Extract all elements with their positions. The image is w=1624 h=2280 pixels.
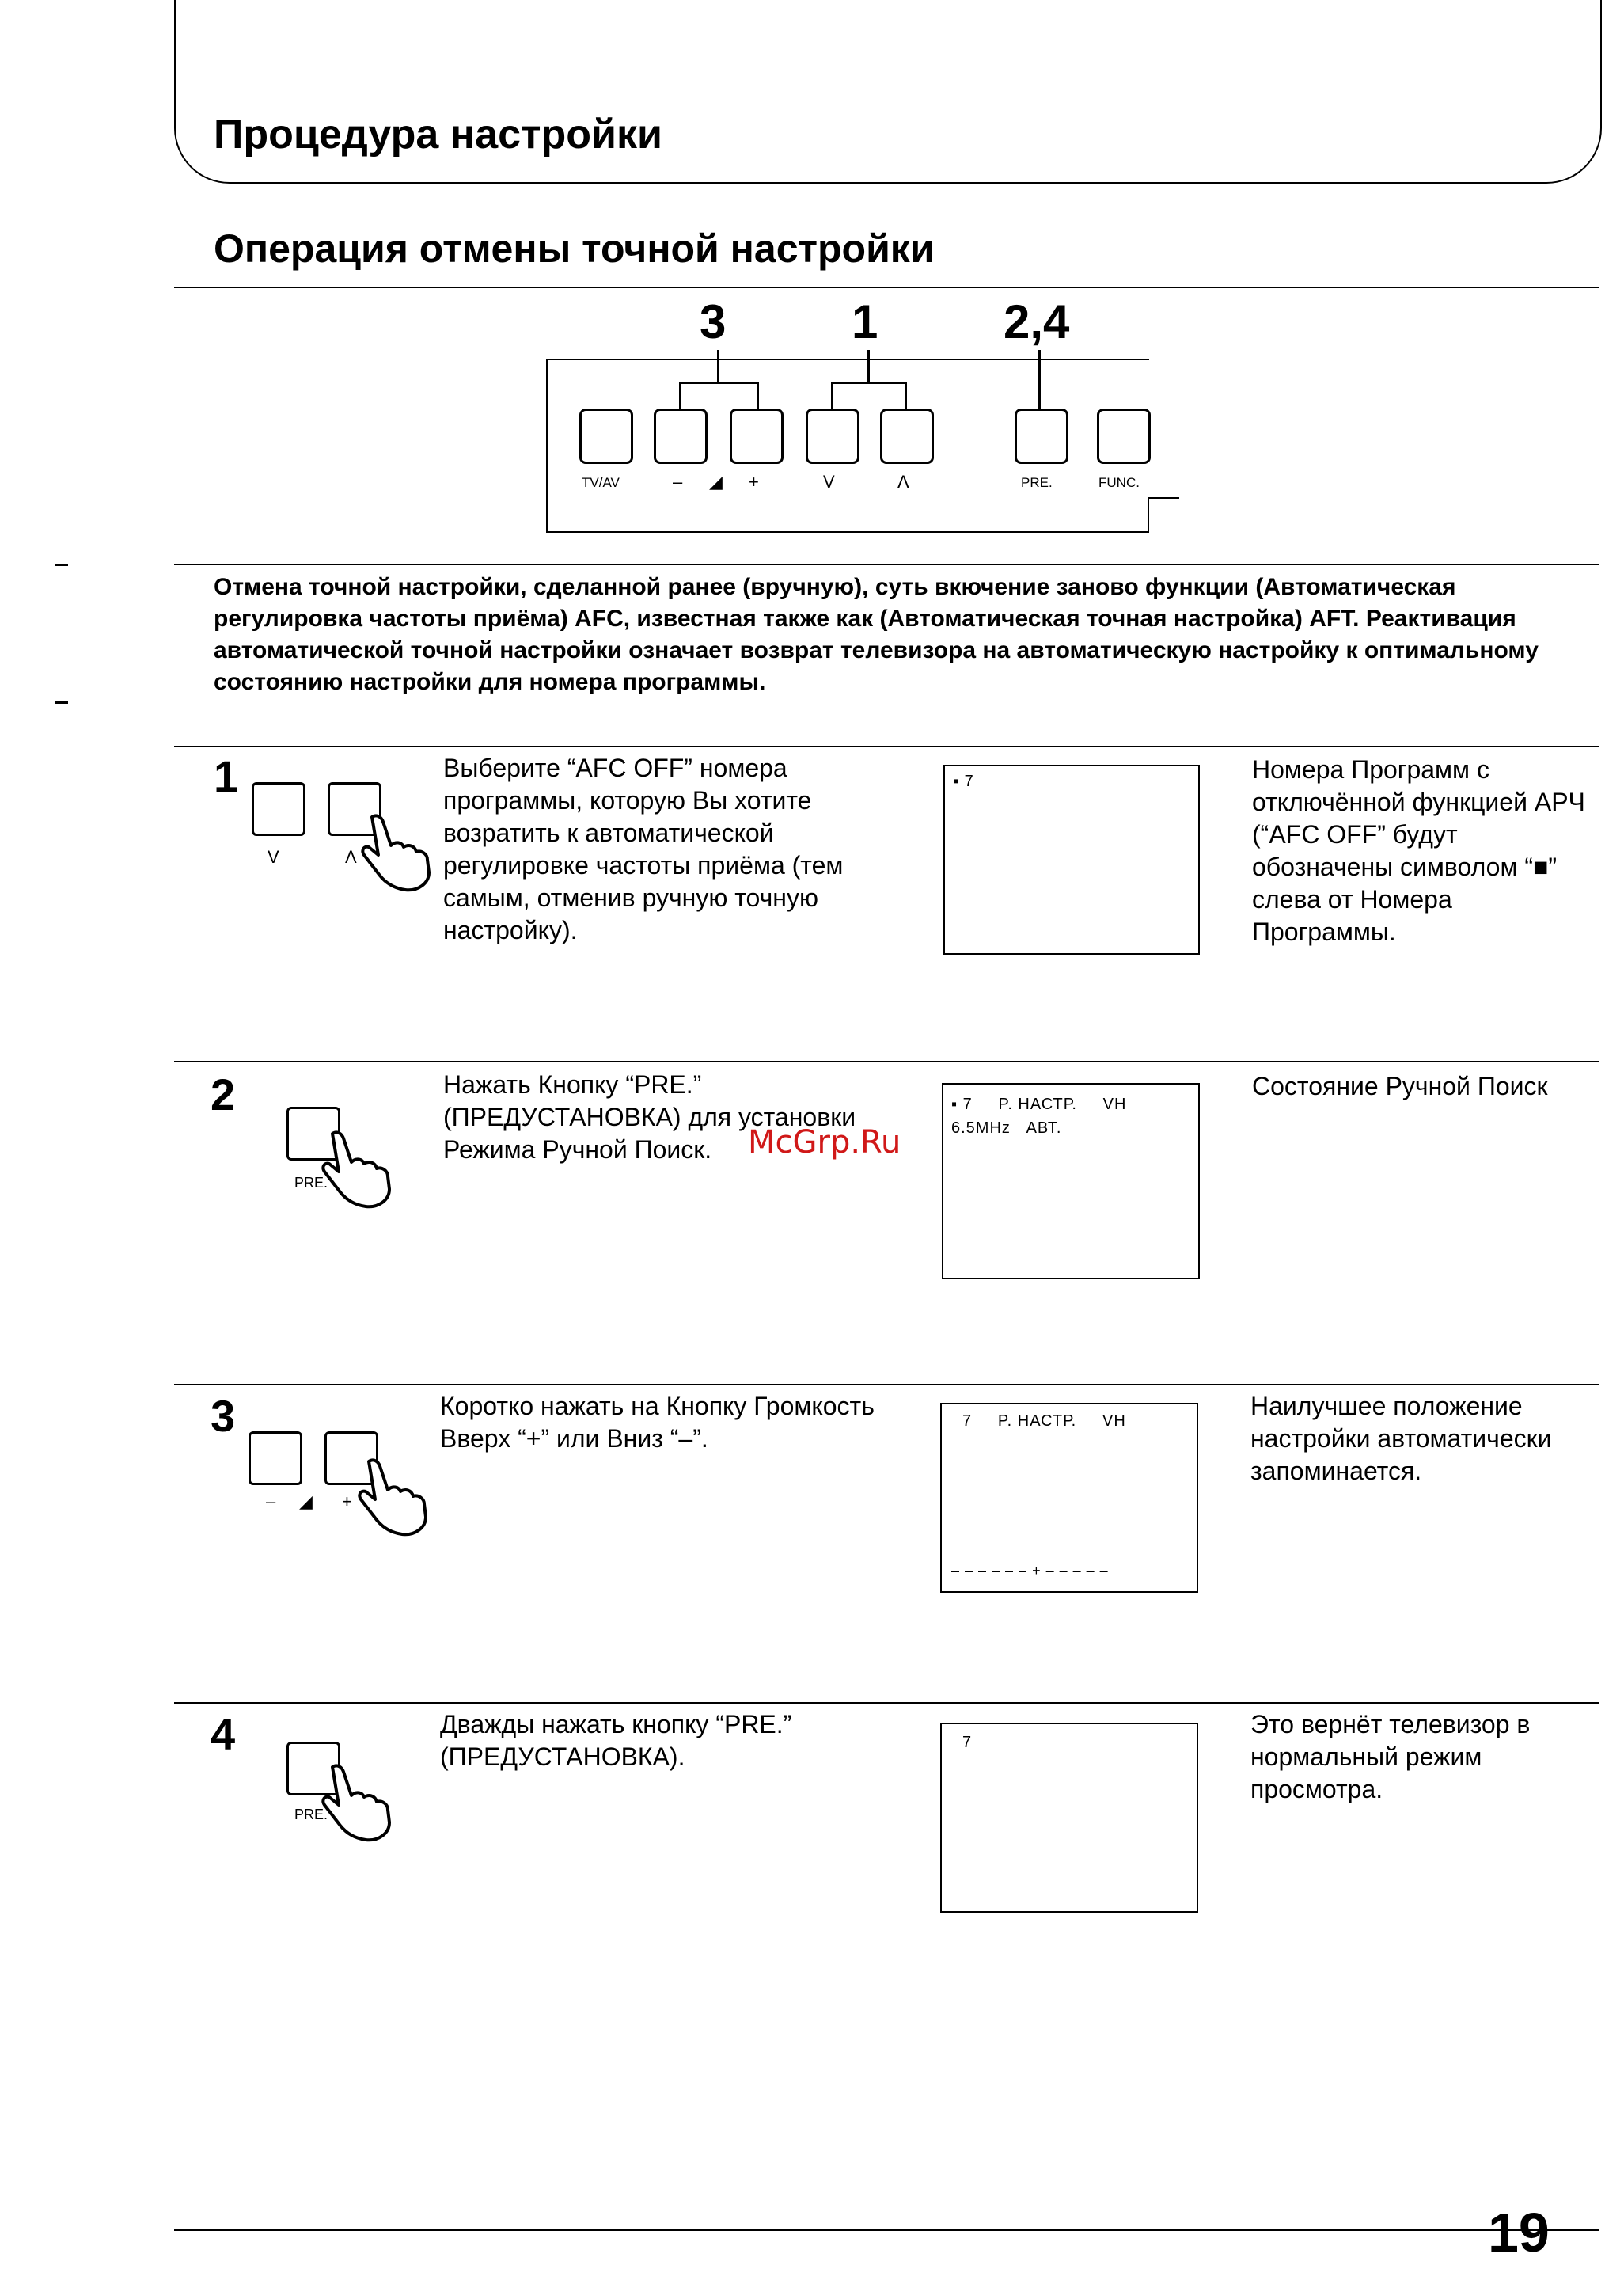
pressing-hand-icon	[317, 1124, 404, 1211]
divider	[174, 746, 1599, 747]
volume-down-label: –	[673, 472, 683, 492]
tv-screen	[940, 1403, 1198, 1593]
page-number: 19	[1488, 2202, 1550, 2263]
intro-paragraph: Отмена точной настройки, сделанной ранее (вручную), суть вкючение заново функции (Автоматическая регулировка частоты приёма) AFC, известная также как (Автоматическая точная настройка) AFT. Реактивация автоматической точной настройки означает возврат телевизора на автоматическую настройку к оптимальному состоянию настройки для номера программы.	[214, 574, 1539, 695]
osd-line: ▪ 7	[953, 773, 974, 790]
divider	[174, 1384, 1599, 1385]
step-note: Наилучшее положение настройки автоматически запоминается.	[1250, 1392, 1552, 1485]
program-down-label: V	[823, 472, 835, 492]
panel-notch	[1148, 497, 1179, 499]
tv-screen	[940, 1723, 1198, 1913]
button-label: +	[342, 1492, 352, 1511]
margin-mark	[55, 701, 68, 704]
leader-line	[679, 382, 758, 384]
pressing-hand-icon	[353, 1452, 440, 1539]
pressing-hand-icon	[317, 1758, 404, 1845]
leader-line	[1038, 350, 1041, 410]
program-up-label: Λ	[897, 472, 909, 492]
watermark: McGrp.Ru	[748, 1124, 901, 1161]
button-label: PRE.	[294, 1807, 328, 1822]
tv-av-button[interactable]	[579, 408, 633, 464]
pre-label: PRE.	[1021, 475, 1053, 490]
leader-line	[757, 382, 759, 410]
osd-line: 6.5MHz АВТ.	[951, 1119, 1062, 1137]
leader-line	[717, 350, 719, 382]
section-title: Процедура настройки	[214, 112, 662, 158]
volume-down-button[interactable]	[249, 1431, 302, 1485]
tuning-bar: – – – – – – + – – – – –	[951, 1563, 1109, 1579]
volume-up-label: +	[749, 472, 759, 492]
tv-av-label: TV/AV	[582, 475, 620, 490]
pressing-hand-icon	[356, 808, 443, 895]
leader-line	[905, 382, 907, 410]
step-number: 3	[211, 1391, 236, 1441]
tv-screen	[942, 1083, 1200, 1279]
volume-down-button[interactable]	[654, 408, 708, 464]
callout-2-4: 2,4	[1004, 295, 1070, 348]
callout-1: 1	[852, 295, 878, 348]
leader-line	[867, 350, 870, 382]
volume-up-button[interactable]	[730, 408, 784, 464]
step-number: 1	[214, 751, 239, 801]
callout-3: 3	[700, 295, 727, 348]
osd-line: ▪ 7 P. НАСТР. VH	[951, 1096, 1127, 1113]
leader-line	[831, 382, 833, 410]
volume-icon: ◢	[299, 1492, 313, 1511]
step-instruction: Дважды нажать кнопку “PRE.” (ПРЕДУСТАНОВКА).	[440, 1710, 792, 1771]
func-label: FUNC.	[1098, 475, 1140, 490]
osd-line: 7	[962, 1734, 973, 1751]
step-number: 2	[211, 1070, 236, 1119]
panel-notch	[1148, 497, 1149, 531]
volume-icon: ◢	[709, 472, 723, 492]
func-button[interactable]	[1097, 408, 1151, 464]
divider	[174, 564, 1599, 565]
divider	[174, 1061, 1599, 1062]
divider	[174, 1702, 1599, 1704]
subsection-title: Операция отмены точной настройки	[214, 226, 935, 271]
leader-line	[831, 382, 907, 384]
step-instruction: Коротко нажать на Кнопку Громкость Вверх “+” или Вниз “–”.	[440, 1392, 875, 1453]
leader-line	[679, 382, 681, 410]
footer-rule	[174, 2229, 1599, 2231]
step-note: Состояние Ручной Поиск	[1252, 1072, 1548, 1100]
step-instruction: Нажать Кнопку “PRE.” (ПРЕДУСТАНОВКА) для установки Режима Ручной Поиск.	[443, 1070, 856, 1164]
osd-line: 7 P. НАСТР. VH	[962, 1412, 1126, 1430]
button-label: PRE.	[294, 1175, 328, 1191]
button-label: –	[266, 1492, 276, 1511]
pre-button[interactable]	[1015, 408, 1068, 464]
step-number: 4	[211, 1709, 236, 1759]
step-instruction: Выберите “AFC OFF” номера программы, которую Вы хотите возратить к автоматической регулировке частоты приёма (тем самым, отменив ручную точную настройку).	[443, 754, 844, 944]
program-down-button[interactable]	[806, 408, 859, 464]
step-note: Номера Программ с отключённой функцией АРЧ (“AFC OFF” будут обозначены символом “■” слева от Номера Программы.	[1252, 755, 1585, 946]
step-note: Это вернёт телевизор в нормальный режим просмотра.	[1250, 1710, 1531, 1803]
tv-screen	[943, 765, 1200, 955]
program-down-button[interactable]	[252, 782, 305, 836]
button-label: V	[268, 847, 279, 867]
margin-mark	[55, 564, 68, 566]
program-up-button[interactable]	[880, 408, 934, 464]
divider	[174, 287, 1599, 288]
button-label: Λ	[345, 847, 357, 867]
